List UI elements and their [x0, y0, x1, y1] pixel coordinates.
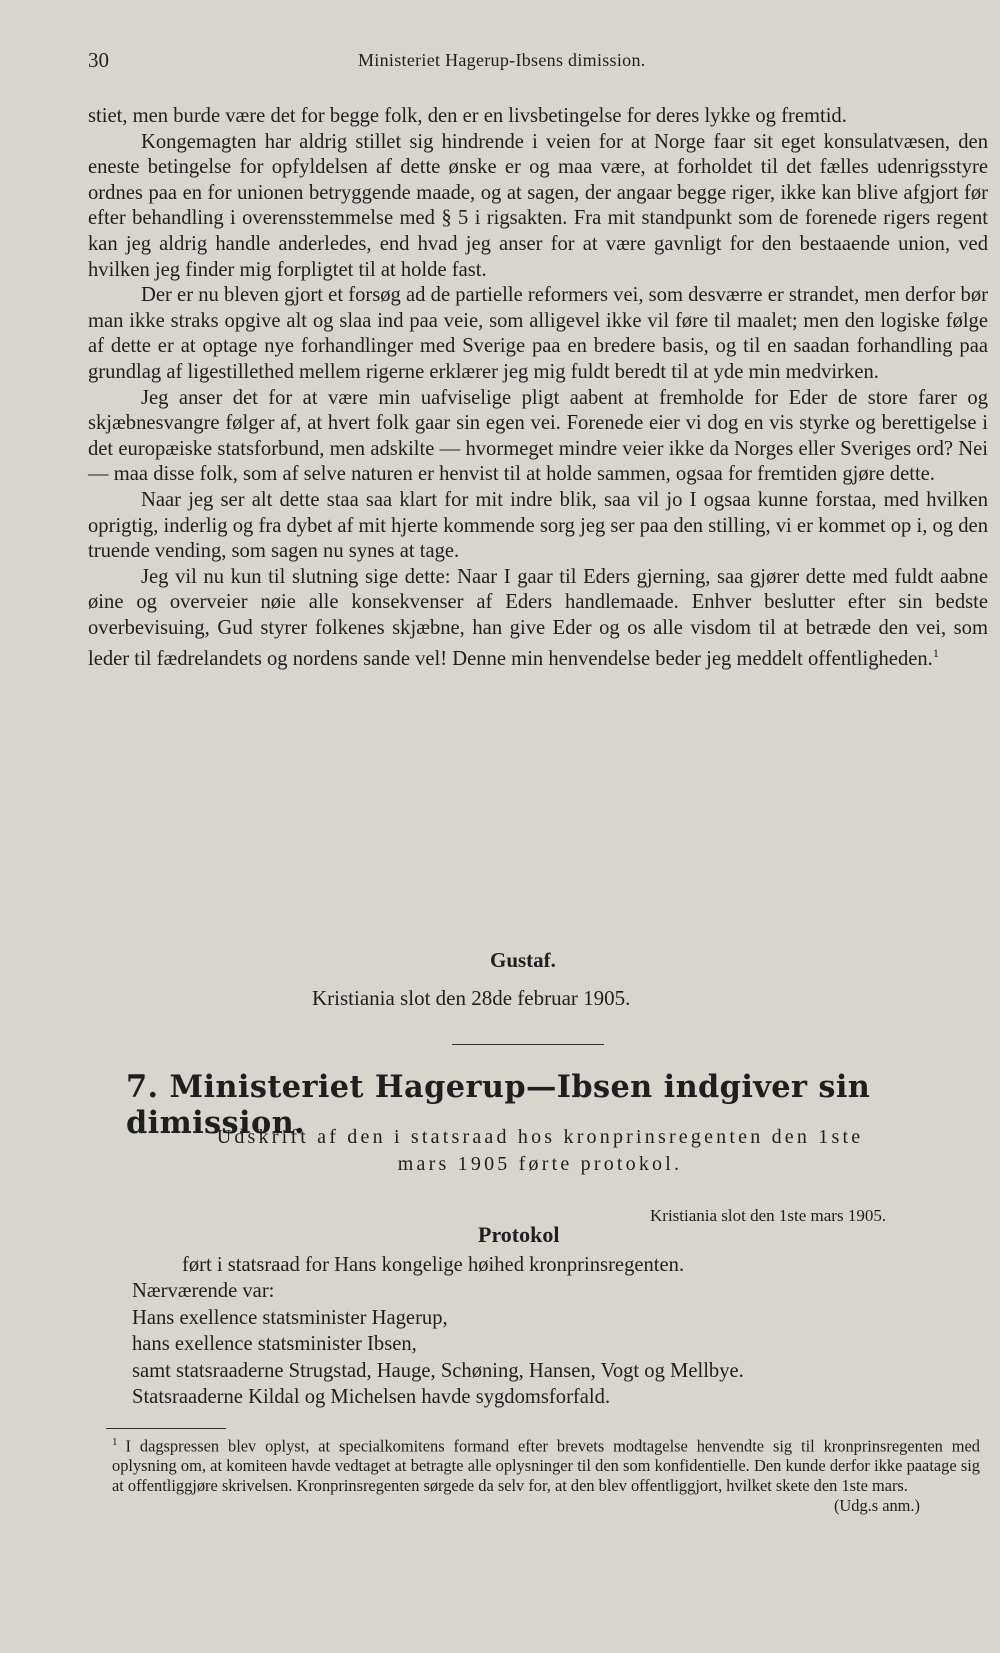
- page-number: 30: [88, 48, 109, 72]
- paragraph-6: [88, 565, 988, 673]
- footnote-mark: 1: [112, 1436, 118, 1448]
- minutes-line: samt statsraaderne Strugstad, Hauge, Schøning, Hansen, Vogt og Mellbye.: [132, 1359, 744, 1382]
- section-heading: 7. Ministeriet Hagerup—Ibsen indgiver sin dimission.: [126, 1069, 871, 1141]
- paragraph-6-text: Jeg vil nu kun til slutning sige dette: Naar I gaar til Eders gjerning, saa gjører dette med fuldt aabne øine og overveier nøie alle konsekvenser af Eders handlemaade. Enhver beslutter efter sin bedste overbevisuing, Gud styrer folkenes skjæbne, han give Eder og os alle visdom til at betræde den vei, som leder til fædrelandets og nordens sande vel! Denne min henvendelse beder jeg meddelt offentligheden.: [88, 565, 988, 671]
- minutes-line: Hans exellence statsminister Hagerup,: [132, 1306, 448, 1329]
- minutes-line: hans exellence statsminister Ibsen,: [132, 1333, 417, 1356]
- minutes-line: Nærværende var:: [132, 1280, 275, 1303]
- protocol-title: Protokol: [478, 1222, 560, 1247]
- editor-credit: (Udg.s anm.): [833, 1496, 920, 1516]
- minutes-line: Statsraaderne Kildal og Michelsen havde sygdomsforfald.: [132, 1386, 611, 1409]
- place-date: Kristiania slot den 28de februar 1905.: [312, 986, 631, 1010]
- extract-line-2: mars 1905 førte protokol.: [397, 1153, 683, 1175]
- paragraph-2: Kongemagten har aldrig stillet sig hindrende i veien for at Norge faar sit eget konsulatvæsen, den eneste betingelse for opfyldelsen af dette ønske er og maa være, at forholdet til det fælles udenrigsstyre ordnes paa en for unionen betryggende maade, og at sagen, der angaar begge riger, ikke kan blive afgjort før efter behandling i overensstemmelse med § 5 i rigsakten. Fra mit standpunkt som de forenede rigers regent kan jeg aldrig handle anderledes, end hvad jeg anser for at være gavnligt for den bestaaende union, ved hvilken jeg finder mig forpligtet til at holde fast.: [88, 130, 988, 281]
- footnote-divider: [106, 1428, 226, 1429]
- footnote-text: I dagspressen blev oplyst, at specialkomitens formand efter brevets modtagelse henvendte sig til kronprinsregenten med oplysning om, at komiteen havde vedtaget at betragte alle oplysninger til den som konfidentielle. Den kunde derfor ikke paatage sig at offentliggjøre skrivelsen. Kronprinsregenten sørgede da selv for, at den blev offentliggjort, hvilket skete den 1ste mars.: [112, 1436, 980, 1496]
- paragraph-5: Naar jeg ser alt dette staa saa klart for mit indre blik, saa vil jo I ogsaa kunne forstaa, med hvilken oprigtig, inderlig og fra dybet af mit hjerte kommende sorg jeg ser paa den stilling, vi er kommet op i, og den truende vending, som sagen nu synes at tage.: [88, 488, 988, 563]
- section-divider: [452, 1044, 604, 1045]
- footnote-reference: 1: [932, 646, 939, 661]
- paragraph-1: stiet, men burde være det for begge folk, den er en livsbetingelse for deres lykke og fremtid.: [88, 105, 847, 127]
- paragraph-3: Der er nu bleven gjort et forsøg ad de partielle reformers vei, som desværre er strandet, men derfor bør man ikke straks opgive alt og slaa ind paa veie, som alligevel ikke vil føre til maalet; men den logiske følge af dette er at optage nye forhandlinger med Sverige paa en bredere basis, og til en saadan forhandling paa grundlag af ligestillethed mellem rigerne erklærer jeg mig fuldt beredt til at yde min medvirken.: [88, 284, 988, 383]
- signature: Gustaf.: [490, 948, 556, 972]
- protocol-dateline: Kristiania slot den 1ste mars 1905.: [650, 1206, 887, 1225]
- paragraph-4: Jeg anser det for at være min uafviselige pligt aabent at fremholde for Eder de store farer og skjæbnesvangre følger af, at hvert folk gaar sin egen vei. Forenede eier vi dog en vis styrke og berettigelse i det europæiske statsforbund, men adskilte — hvormeget mindre veier ikke da Norges eller Sveriges ord? Nei — maa disse folk, som af selve naturen er henvist til at holde sammen, ogsaa for fremtiden gjøre dette.: [88, 386, 988, 486]
- extract-caption: [90, 1124, 990, 1178]
- extract-line-1: Udskrift af den i statsraad hos kronprinsregenten den 1ste: [216, 1126, 864, 1148]
- running-title: Ministeriet Hagerup-Ibsens dimission.: [358, 50, 646, 70]
- footnote: [112, 1432, 980, 1516]
- protocol-minutes: [132, 1252, 982, 1410]
- letter-body: [88, 104, 988, 673]
- page-header: [88, 48, 940, 78]
- minutes-line: ført i statsraad for Hans kongelige høihed kronprinsregenten.: [182, 1254, 685, 1276]
